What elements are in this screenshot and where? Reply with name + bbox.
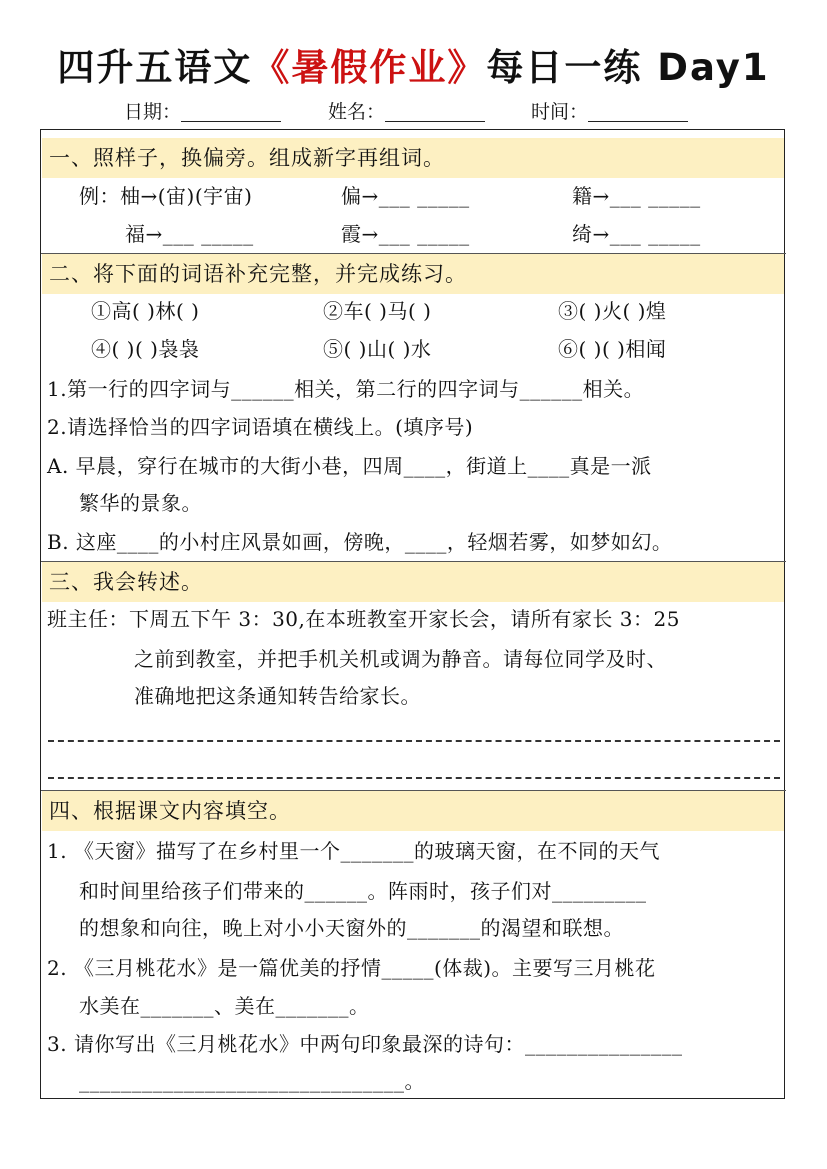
s2-word6[interactable]: ⑥( )( )相闻: [558, 337, 667, 361]
s2-word4[interactable]: ④( )( )袅袅: [91, 337, 200, 361]
answer-line-2[interactable]: [48, 777, 780, 779]
s1-item-xia[interactable]: 霞→___ _____: [341, 222, 470, 246]
s2-question-b[interactable]: B. 这座____的小村庄风景如画，傍晚，____，轻烟若雾，如梦如幻。: [47, 530, 673, 554]
section3-title: 三、我会转述。: [42, 562, 784, 602]
s3-line1: 班主任：下周五下午 3：30,在本班教室开家长会，请所有家长 3：25: [47, 607, 680, 631]
s3-line3: 准确地把这条通知转告给家长。: [134, 684, 421, 708]
s2-question-a-line2: 繁华的景象。: [79, 491, 202, 515]
s2-word5[interactable]: ⑤( )山( )水: [323, 337, 432, 361]
s4-q1-line3[interactable]: 的想象和向往，晚上对小小天窗外的_______的渴望和联想。: [79, 916, 624, 940]
s4-q3-line1[interactable]: 3. 请你写出《三月桃花水》中两句印象最深的诗句：_______________: [47, 1032, 683, 1056]
name-label: 姓名：: [328, 101, 386, 123]
s1-item-fu[interactable]: 福→___ _____: [125, 222, 254, 246]
s4-q2-line2[interactable]: 水美在_______、美在_______。: [79, 994, 370, 1018]
name-blank[interactable]: [385, 101, 485, 122]
info-line: [0, 98, 827, 126]
s1-item-ji[interactable]: 籍→___ _____: [572, 184, 701, 208]
section4-title: 四、根据课文内容填空。: [42, 791, 784, 831]
date-blank[interactable]: [181, 101, 281, 122]
section1-title: 一、照样子，换偏旁。组成新字再组词。: [42, 138, 784, 178]
s4-q2-line1[interactable]: 2. 《三月桃花水》是一篇优美的抒情_____(体裁)。主要写三月桃花: [47, 956, 656, 980]
s2-question2: 2.请选择恰当的四字词语填在横线上。(填序号): [47, 415, 474, 439]
time-field[interactable]: [531, 98, 688, 126]
s4-q1-line1[interactable]: 1. 《天窗》描写了在乡村里一个_______的玻璃天窗，在不同的天气: [47, 839, 660, 863]
title-part3: 每日一练 Day1: [486, 46, 770, 89]
s4-q1-line2[interactable]: 和时间里给孩子们带来的______。阵雨时，孩子们对_________: [79, 879, 647, 903]
s2-question-a-line1[interactable]: A. 早晨，穿行在城市的大街小巷，四周____，街道上____真是一派: [47, 454, 652, 478]
s2-word1[interactable]: ①高( )林( ): [91, 299, 200, 323]
name-field[interactable]: [328, 98, 485, 126]
s3-line2: 之前到教室，并把手机关机或调为静音。请每位同学及时、: [134, 647, 667, 671]
s2-word2[interactable]: ②车( )马( ): [323, 299, 432, 323]
s1-example: 例：柚→(宙)(宇宙): [79, 184, 253, 208]
title-part1: 四升五语文: [57, 46, 253, 89]
worksheet-frame: [40, 129, 785, 1099]
s1-item-qi[interactable]: 绮→___ _____: [572, 222, 701, 246]
answer-line-1[interactable]: [48, 740, 780, 742]
s1-item-pian[interactable]: 偏→___ _____: [341, 184, 470, 208]
title-part2: 《暑假作业》: [252, 46, 487, 89]
time-label: 时间：: [531, 101, 589, 123]
time-blank[interactable]: [588, 101, 688, 122]
s2-question1[interactable]: 1.第一行的四字词与______相关，第二行的四字词与______相关。: [47, 377, 645, 401]
s4-q3-line2[interactable]: _______________________________。: [79, 1069, 425, 1093]
s2-word3[interactable]: ③( )火( )煌: [558, 299, 667, 323]
section2-title: 二、将下面的词语补充完整，并完成练习。: [42, 254, 784, 294]
page-title: [0, 40, 827, 96]
date-label: 日期：: [124, 101, 182, 123]
date-field[interactable]: [124, 98, 281, 126]
